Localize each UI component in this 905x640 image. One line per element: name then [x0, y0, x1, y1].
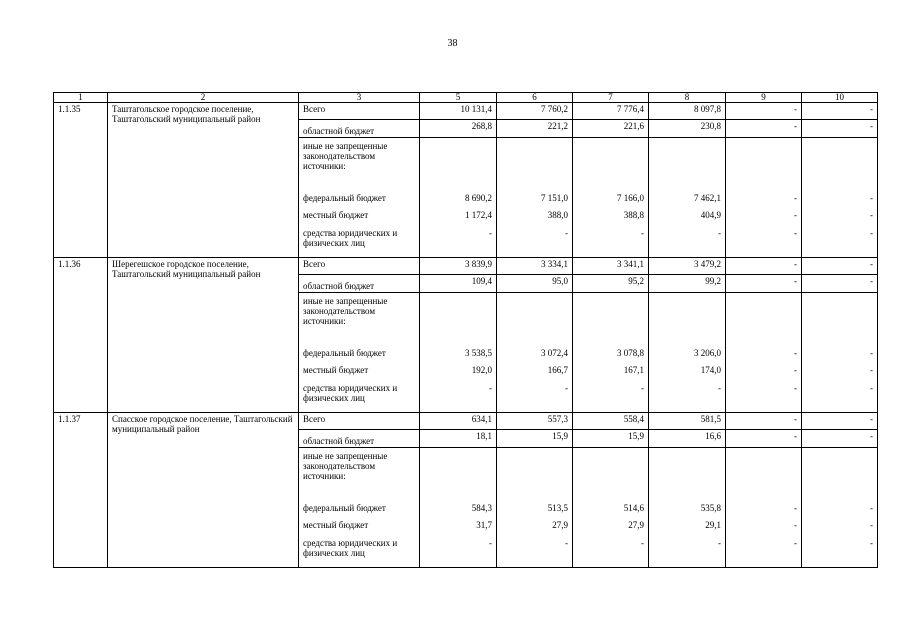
- empty-cell: [802, 448, 878, 504]
- value-cell: -: [802, 538, 878, 568]
- value-cell: 7 760,2: [497, 103, 573, 120]
- source-label: иные не запрещенные законодательством источники:: [299, 138, 420, 194]
- value-cell: -: [497, 383, 573, 413]
- value-cell: 535,8: [649, 503, 726, 520]
- value-cell: 514,6: [573, 503, 649, 520]
- value-cell: 584,3: [420, 503, 497, 520]
- column-header: 8: [649, 93, 726, 103]
- source-label: местный бюджет: [299, 520, 420, 538]
- value-cell: 1 172,4: [420, 210, 497, 228]
- source-label: федеральный бюджет: [299, 348, 420, 365]
- value-cell: -: [802, 503, 878, 520]
- value-cell: 7 151,0: [497, 193, 573, 210]
- empty-cell: [497, 448, 573, 504]
- value-cell: -: [649, 228, 726, 258]
- value-cell: -: [802, 120, 878, 138]
- table-row: [54, 413, 878, 430]
- source-label: Всего: [299, 258, 420, 275]
- source-label: областной бюджет: [299, 430, 420, 448]
- column-header: 7: [573, 93, 649, 103]
- value-cell: 8 097,8: [649, 103, 726, 120]
- value-cell: -: [726, 538, 802, 568]
- empty-cell: [420, 138, 497, 194]
- value-cell: 18,1: [420, 430, 497, 448]
- value-cell: 109,4: [420, 275, 497, 293]
- empty-cell: [726, 293, 802, 349]
- value-cell: -: [726, 275, 802, 293]
- column-header: 10: [802, 93, 878, 103]
- source-label: федеральный бюджет: [299, 193, 420, 210]
- empty-cell: [497, 138, 573, 194]
- empty-cell: [649, 138, 726, 194]
- source-label: областной бюджет: [299, 120, 420, 138]
- value-cell: 7 166,0: [573, 193, 649, 210]
- value-cell: 192,0: [420, 365, 497, 383]
- value-cell: -: [420, 383, 497, 413]
- value-cell: 3 078,8: [573, 348, 649, 365]
- value-cell: -: [726, 348, 802, 365]
- value-cell: -: [573, 538, 649, 568]
- column-header: 1: [54, 93, 108, 103]
- value-cell: -: [726, 430, 802, 448]
- table-header: [54, 93, 878, 103]
- value-cell: -: [802, 348, 878, 365]
- empty-cell: [649, 293, 726, 349]
- column-header: 2: [108, 93, 299, 103]
- value-cell: -: [802, 210, 878, 228]
- value-cell: 166,7: [497, 365, 573, 383]
- municipality-name: Спасское городское поселение, Таштагольский муниципальный район: [108, 413, 299, 568]
- value-cell: 167,1: [573, 365, 649, 383]
- empty-cell: [497, 293, 573, 349]
- column-header: 3: [299, 93, 420, 103]
- value-cell: 27,9: [573, 520, 649, 538]
- empty-cell: [420, 448, 497, 504]
- source-label: областной бюджет: [299, 275, 420, 293]
- value-cell: 634,1: [420, 413, 497, 430]
- value-cell: 230,8: [649, 120, 726, 138]
- column-header: 5: [420, 93, 497, 103]
- source-label: иные не запрещенные законодательством источники:: [299, 448, 420, 504]
- value-cell: -: [802, 520, 878, 538]
- value-cell: -: [726, 383, 802, 413]
- value-cell: 513,5: [497, 503, 573, 520]
- value-cell: 15,9: [573, 430, 649, 448]
- value-cell: -: [497, 538, 573, 568]
- source-label: Всего: [299, 413, 420, 430]
- source-label: местный бюджет: [299, 210, 420, 228]
- empty-cell: [802, 138, 878, 194]
- empty-cell: [802, 293, 878, 349]
- value-cell: 404,9: [649, 210, 726, 228]
- value-cell: -: [802, 228, 878, 258]
- source-label: федеральный бюджет: [299, 503, 420, 520]
- value-cell: -: [802, 103, 878, 120]
- value-cell: 558,4: [573, 413, 649, 430]
- source-label: средства юридических и физических лиц: [299, 538, 420, 568]
- value-cell: 174,0: [649, 365, 726, 383]
- value-cell: -: [573, 383, 649, 413]
- value-cell: 7 462,1: [649, 193, 726, 210]
- row-code: 1.1.35: [54, 103, 108, 258]
- value-cell: 221,6: [573, 120, 649, 138]
- value-cell: -: [649, 538, 726, 568]
- value-cell: 388,0: [497, 210, 573, 228]
- value-cell: 3 839,9: [420, 258, 497, 275]
- value-cell: 388,8: [573, 210, 649, 228]
- value-cell: -: [726, 503, 802, 520]
- row-code: 1.1.36: [54, 258, 108, 413]
- page-number: 38: [447, 38, 458, 49]
- row-code: 1.1.37: [54, 413, 108, 568]
- value-cell: -: [420, 538, 497, 568]
- value-cell: -: [802, 365, 878, 383]
- municipality-name: Таштагольское городское поселение, Таштагольский муниципальный район: [108, 103, 299, 258]
- source-label: Всего: [299, 103, 420, 120]
- value-cell: -: [726, 103, 802, 120]
- value-cell: -: [573, 228, 649, 258]
- value-cell: 3 479,2: [649, 258, 726, 275]
- value-cell: 221,2: [497, 120, 573, 138]
- value-cell: 10 131,4: [420, 103, 497, 120]
- source-label: средства юридических и физических лиц: [299, 228, 420, 258]
- value-cell: -: [726, 520, 802, 538]
- value-cell: -: [802, 275, 878, 293]
- value-cell: 95,2: [573, 275, 649, 293]
- source-label: местный бюджет: [299, 365, 420, 383]
- value-cell: 7 776,4: [573, 103, 649, 120]
- value-cell: 581,5: [649, 413, 726, 430]
- value-cell: 29,1: [649, 520, 726, 538]
- table-row: [54, 103, 878, 120]
- value-cell: 8 690,2: [420, 193, 497, 210]
- budget-table: [53, 92, 878, 568]
- value-cell: -: [420, 228, 497, 258]
- value-cell: -: [726, 365, 802, 383]
- empty-cell: [726, 448, 802, 504]
- value-cell: -: [726, 258, 802, 275]
- value-cell: -: [802, 193, 878, 210]
- value-cell: 3 538,5: [420, 348, 497, 365]
- value-cell: 3 341,1: [573, 258, 649, 275]
- municipality-name: Шерегешское городское поселение, Таштагольский муниципальный район: [108, 258, 299, 413]
- source-label: средства юридических и физических лиц: [299, 383, 420, 413]
- value-cell: -: [726, 193, 802, 210]
- empty-cell: [649, 448, 726, 504]
- value-cell: 557,3: [497, 413, 573, 430]
- value-cell: -: [726, 120, 802, 138]
- value-cell: 3 206,0: [649, 348, 726, 365]
- table-row: [54, 258, 878, 275]
- value-cell: 3 072,4: [497, 348, 573, 365]
- table-body: [54, 103, 878, 568]
- value-cell: -: [726, 210, 802, 228]
- value-cell: -: [802, 383, 878, 413]
- column-header: 6: [497, 93, 573, 103]
- empty-cell: [573, 138, 649, 194]
- value-cell: -: [802, 258, 878, 275]
- empty-cell: [420, 293, 497, 349]
- source-label: иные не запрещенные законодательством источники:: [299, 293, 420, 349]
- column-header: 9: [726, 93, 802, 103]
- value-cell: 27,9: [497, 520, 573, 538]
- value-cell: -: [649, 383, 726, 413]
- empty-cell: [726, 138, 802, 194]
- value-cell: 95,0: [497, 275, 573, 293]
- value-cell: 31,7: [420, 520, 497, 538]
- value-cell: 3 334,1: [497, 258, 573, 275]
- value-cell: 268,8: [420, 120, 497, 138]
- value-cell: -: [726, 228, 802, 258]
- value-cell: -: [497, 228, 573, 258]
- empty-cell: [573, 448, 649, 504]
- empty-cell: [573, 293, 649, 349]
- value-cell: -: [802, 430, 878, 448]
- value-cell: 15,9: [497, 430, 573, 448]
- value-cell: -: [726, 413, 802, 430]
- value-cell: 16,6: [649, 430, 726, 448]
- value-cell: 99,2: [649, 275, 726, 293]
- value-cell: -: [802, 413, 878, 430]
